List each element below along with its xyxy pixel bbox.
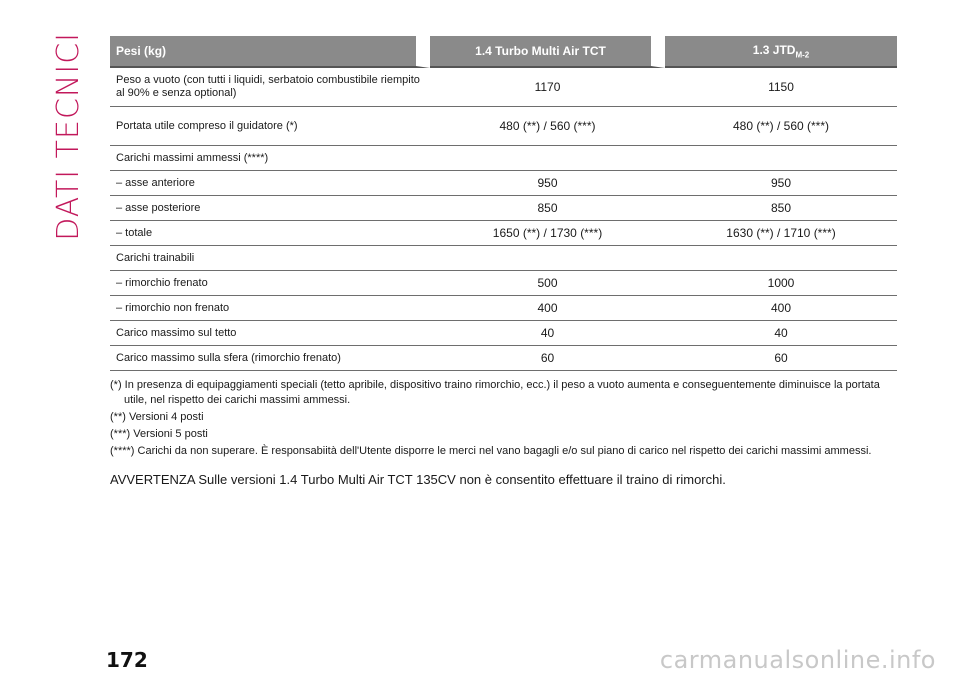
row-value-diesel: 400 bbox=[665, 296, 897, 321]
table-row bbox=[110, 321, 897, 346]
row-value-diesel bbox=[665, 246, 897, 271]
table-row bbox=[110, 107, 897, 146]
row-value-diesel: 850 bbox=[665, 196, 897, 221]
table-row bbox=[110, 271, 897, 296]
row-value-petrol: 1650 (**) / 1730 (***) bbox=[430, 221, 665, 246]
row-value-petrol: 480 (**) / 560 (***) bbox=[430, 107, 665, 146]
footnotes bbox=[110, 378, 897, 459]
row-label: Portata utile compreso il guidatore (*) bbox=[110, 107, 430, 146]
table-header-row bbox=[110, 36, 897, 68]
weights-table bbox=[110, 36, 897, 371]
row-value-petrol bbox=[430, 146, 665, 171]
table-row bbox=[110, 296, 897, 321]
row-value-diesel: 480 (**) / 560 (***) bbox=[665, 107, 897, 146]
row-label: Peso a vuoto (con tutti i liquidi, serbatoio combustibile riempito al 90% e senza optional) bbox=[110, 68, 430, 107]
footnote: (***) Versioni 5 posti bbox=[110, 428, 208, 440]
row-label: Carico massimo sul tetto bbox=[110, 321, 430, 346]
row-value-diesel: 1630 (**) / 1710 (***) bbox=[665, 221, 897, 246]
row-label: – asse posteriore bbox=[110, 196, 430, 221]
row-value-petrol: 1170 bbox=[430, 68, 665, 107]
table-row bbox=[110, 146, 897, 171]
row-value-diesel: 950 bbox=[665, 171, 897, 196]
row-value-petrol bbox=[430, 246, 665, 271]
row-value-petrol: 60 bbox=[430, 346, 665, 371]
row-value-petrol: 950 bbox=[430, 171, 665, 196]
row-label: – rimorchio non frenato bbox=[110, 296, 430, 321]
content-area bbox=[110, 36, 897, 487]
header-diesel-subscript: M-2 bbox=[795, 50, 810, 60]
section-side-title: DATI TECNICI bbox=[51, 32, 86, 241]
table-row bbox=[110, 171, 897, 196]
header-weights: Pesi (kg) bbox=[110, 36, 430, 68]
table-row bbox=[110, 246, 897, 271]
page-number: 172 bbox=[106, 648, 148, 672]
table-row bbox=[110, 68, 897, 107]
row-value-diesel: 1000 bbox=[665, 271, 897, 296]
table-row bbox=[110, 196, 897, 221]
footnote: (*) In presenza di equipaggiamenti speciali (tetto apribile, dispositivo traino rimorchio, ecc.) il peso a vuoto aumenta e conseguentemente diminuisce la portata utile, nel rispetto dei carichi massimi ammessi. bbox=[110, 379, 880, 406]
row-label: Carico massimo sulla sfera (rimorchio frenato) bbox=[110, 346, 430, 371]
table-row bbox=[110, 221, 897, 246]
watermark: carmanualsonline.info bbox=[659, 646, 936, 674]
row-label: – rimorchio frenato bbox=[110, 271, 430, 296]
row-value-diesel: 40 bbox=[665, 321, 897, 346]
row-value-petrol: 850 bbox=[430, 196, 665, 221]
row-value-diesel bbox=[665, 146, 897, 171]
row-value-petrol: 500 bbox=[430, 271, 665, 296]
row-label: Carichi trainabili bbox=[110, 246, 430, 271]
row-value-petrol: 40 bbox=[430, 321, 665, 346]
footnote: (**) Versioni 4 posti bbox=[110, 411, 204, 423]
row-label: – asse anteriore bbox=[110, 171, 430, 196]
row-value-diesel: 60 bbox=[665, 346, 897, 371]
warning-text: AVVERTENZA Sulle versioni 1.4 Turbo Multi Air TCT 135CV non è consentito effettuare il traino di rimorchi. bbox=[110, 472, 726, 487]
header-petrol-engine: 1.4 Turbo Multi Air TCT bbox=[430, 36, 665, 68]
row-value-petrol: 400 bbox=[430, 296, 665, 321]
row-label: Carichi massimi ammessi (****) bbox=[110, 146, 430, 171]
header-diesel-engine: 1.3 $JTD_{M-2}$ bbox=[665, 36, 897, 68]
row-label: – totale bbox=[110, 221, 430, 246]
table-row bbox=[110, 346, 897, 371]
row-value-diesel: 1150 bbox=[665, 68, 897, 107]
footnote: (****) Carichi da non superare. È responsabiità dell'Utente disporre le merci nel vano bagagli e/o sul piano di carico nel rispetto dei carichi massimi ammessi. bbox=[110, 445, 872, 457]
